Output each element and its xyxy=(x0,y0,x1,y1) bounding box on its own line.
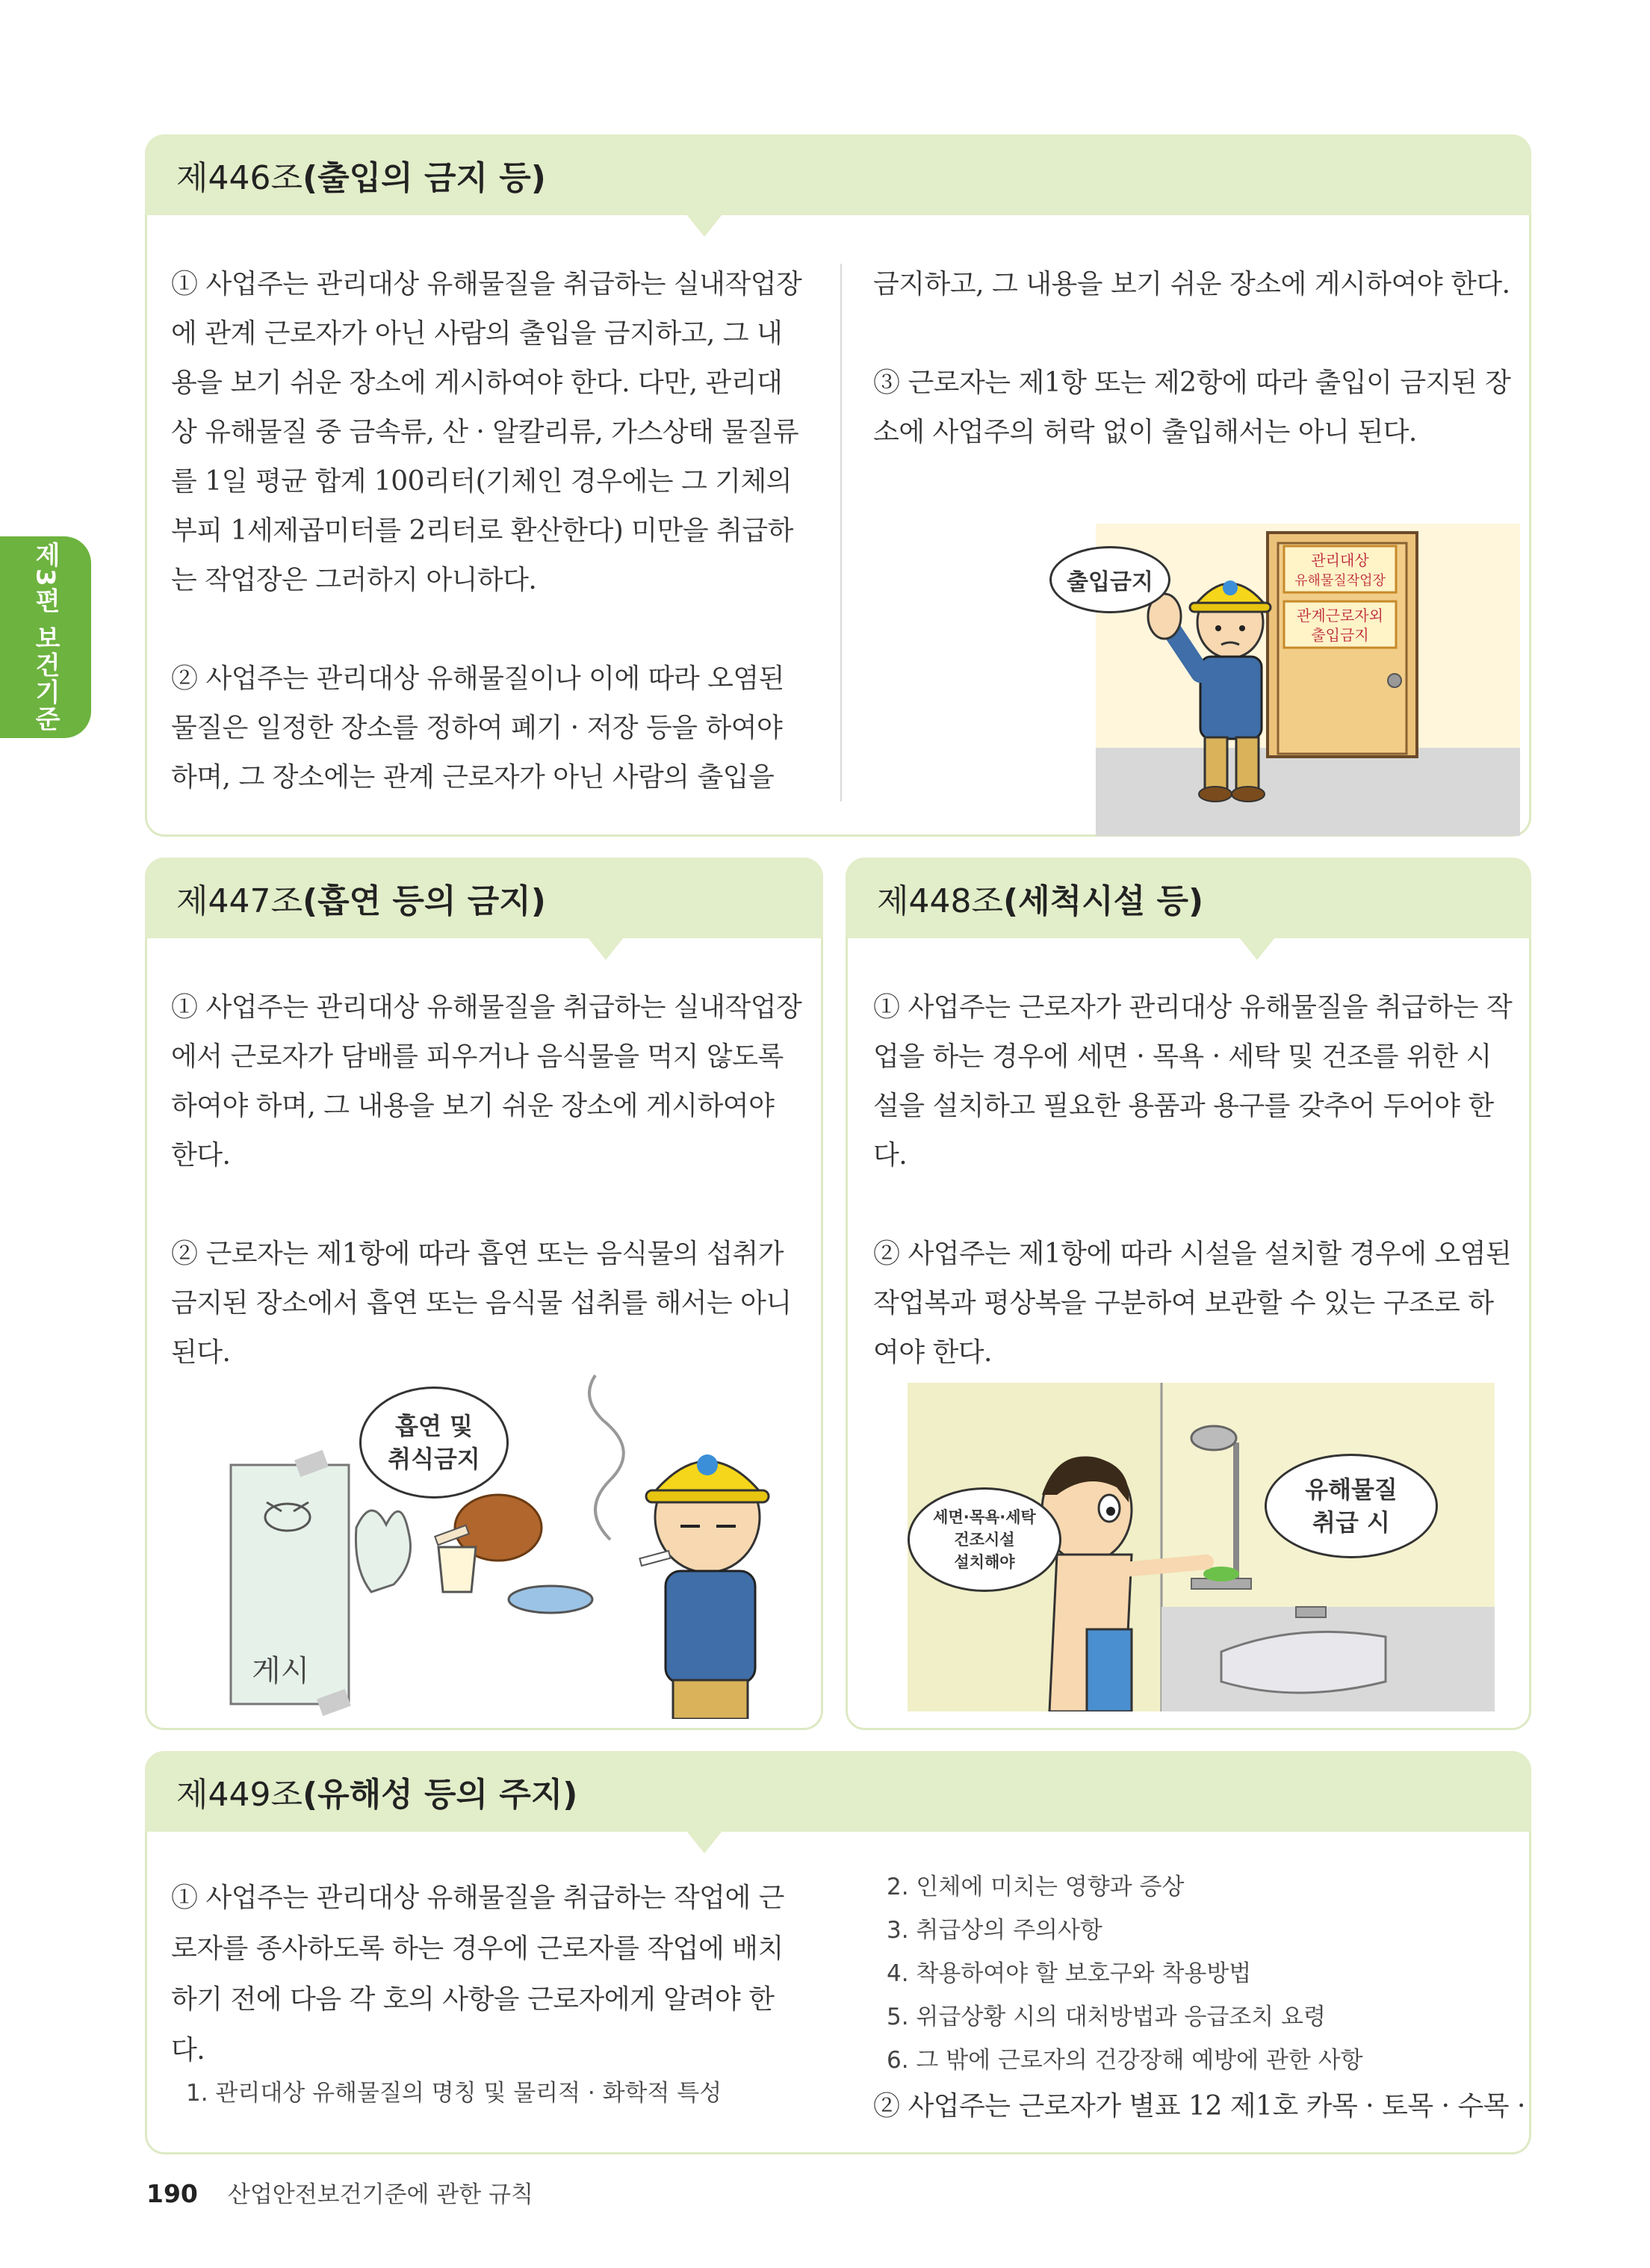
article-449-para-2-block xyxy=(873,2082,1525,2131)
washing-bubble-left-line-1: 세면·목욕·세탁 xyxy=(933,1508,1036,1526)
article-449-para-2: ② 사업주는 근로자가 별표 12 제1호 카목 · 토목 · 수목 · xyxy=(873,2091,1525,2122)
article-448-para-2: ② 사업주는 제1항에 따라 시설을 설치할 경우에 오염된 작업복과 평상복을 구분하여 보관할 수 있는 구조로 하여야 한다. xyxy=(873,1239,1512,1368)
no-smoking-bubble-line-1: 흡연 및 xyxy=(395,1412,473,1440)
page-number: 190 xyxy=(146,2179,198,2208)
list-item: 4. 착용하여야 할 보호구와 착용방법 xyxy=(887,1960,1252,1987)
article-447-para-2: ② 근로자는 제1항에 따라 흡연 또는 음식물의 섭취가 금지된 장소에서 흡연 또는 음식물 섭취를 해서는 아니 된다. xyxy=(171,1239,792,1368)
sign-text-2b: 출입금지 xyxy=(1311,626,1369,644)
article-449-item-list xyxy=(887,1865,1363,2082)
article-446-para-2b: 금지하고, 그 내용을 보기 쉬운 장소에 게시하여야 한다. xyxy=(873,269,1510,300)
article-446-para-3: ③ 근로자는 제1항 또는 제2항에 따라 출입이 금지된 장소에 사업주의 허락 없이 출입해서는 아니 된다. xyxy=(873,368,1511,447)
no-smoking-illustration xyxy=(222,1368,804,1719)
article-449-para-1: ① 사업주는 관리대상 유해물질을 취급하는 작업에 근로자를 종사하도록 하는 경우에 근로자를 작업에 배치하기 전에 다음 각 호의 사항을 근로자에게 알려야 한다. xyxy=(171,1883,784,2066)
washing-bubble-right xyxy=(1265,1454,1438,1558)
no-smoking-bubble xyxy=(359,1386,509,1499)
article-449-item-1-block xyxy=(186,2072,722,2115)
list-item: 5. 위급상황 시의 대처방법과 응급조치 요령 xyxy=(887,2004,1326,2030)
article-447-card xyxy=(145,858,823,1730)
article-446-number: 제446조 xyxy=(176,159,303,197)
header-notch xyxy=(588,938,624,960)
article-447-para-1: ① 사업주는 관리대상 유해물질을 취급하는 실내작업장에서 근로자가 담배를 피우거나 음식물을 먹지 않도록 하여야 하며, 그 내용을 보기 쉬운 장소에 게시하여야 한다. xyxy=(171,992,802,1171)
sign-text-1b: 유해물질작업장 xyxy=(1294,573,1386,589)
article-448-card xyxy=(846,858,1531,1730)
article-449-number: 제449조 xyxy=(176,1776,303,1814)
article-449-title: (유해성 등의 주지) xyxy=(303,1776,578,1814)
article-449-card xyxy=(145,1751,1531,2154)
list-item: 6. 그 밖에 근로자의 건강장해 예방에 관한 사항 xyxy=(887,2047,1363,2074)
article-446-card xyxy=(145,134,1531,837)
no-smoking-board-label xyxy=(252,1647,309,1690)
section-tab-label: 제3편 보건기준 xyxy=(30,542,61,733)
article-446-left-column xyxy=(171,260,806,802)
article-449-left-column xyxy=(171,1873,806,2076)
article-449-header xyxy=(145,1751,1531,1832)
sign-text-2a: 관계근로자외 xyxy=(1297,607,1383,625)
article-447-title: (흡연 등의 금지) xyxy=(303,882,546,920)
washing-bubble-left xyxy=(908,1487,1061,1592)
article-448-para-1: ① 사업주는 근로자가 관리대상 유해물질을 취급하는 작업을 하는 경우에 세면 · 목욕 · 세탁 및 건조를 위한 시설을 설치하고 필요한 용품과 용구를 갖추어 두어야 한다. xyxy=(873,992,1513,1171)
article-448-number: 제448조 xyxy=(877,882,1003,920)
washing-bubble-right-line-1: 유해물질 xyxy=(1305,1475,1398,1504)
article-447-number: 제447조 xyxy=(176,882,303,920)
sign-text-1a: 관리대상 xyxy=(1311,551,1369,569)
header-notch xyxy=(686,214,722,237)
article-448-text xyxy=(873,983,1514,1378)
no-entry-bubble xyxy=(1049,546,1170,613)
book-title: 산업안전보건기준에 관한 규칙 xyxy=(227,2181,533,2208)
article-446-para-2a: ② 사업주는 관리대상 유해물질이나 이에 따라 오염된 물질은 일정한 장소를 정하여 폐기 · 저장 등을 하여야 하며, 그 장소에는 관계 근로자가 아닌 사람의 출입을 xyxy=(171,663,784,793)
list-item: 3. 취급상의 주의사항 xyxy=(887,1917,1102,1944)
page-footer xyxy=(146,2175,533,2209)
article-447-header xyxy=(145,858,823,938)
washing-bubble-left-line-3: 설치해야 xyxy=(954,1553,1015,1571)
article-446-header xyxy=(145,134,1531,215)
washing-bubble-right-line-2: 취급 시 xyxy=(1312,1508,1390,1537)
no-entry-bubble-text: 출입금지 xyxy=(1067,569,1153,595)
board-text: 게시 xyxy=(252,1654,310,1688)
article-448-header xyxy=(846,858,1531,938)
no-smoking-bubble-line-2: 취식금지 xyxy=(388,1445,480,1473)
section-tab xyxy=(0,536,91,738)
article-448-title: (세척시설 등) xyxy=(1003,882,1204,920)
article-446-title: (출입의 금지 등) xyxy=(303,159,546,197)
column-divider xyxy=(840,264,842,802)
list-item: 1. 관리대상 유해물질의 명칭 및 물리적 · 화학적 특성 xyxy=(186,2080,722,2107)
header-notch xyxy=(1239,938,1275,960)
washing-bubble-left-line-2: 건조시설 xyxy=(954,1531,1015,1549)
header-notch xyxy=(686,1831,722,1853)
article-446-para-1: ① 사업주는 관리대상 유해물질을 취급하는 실내작업장에 관계 근로자가 아닌 사람의 출입을 금지하고, 그 내용을 보기 쉬운 장소에 게시하여야 한다. 다만, 관리대상 유해물질 중 금속류, 산 · 알칼리류, 가스상태 물질류를 1일 평균 합계 100리터(기체인 경우에는 그 기체의 부피 1세제곱미터를 2리터로 환산한다) 미만을 취급하는 작업장은 그러하지 아니하다. xyxy=(171,269,802,595)
article-447-text xyxy=(171,983,806,1378)
article-446-right-column xyxy=(873,260,1516,457)
list-item: 2. 인체에 미치는 영향과 증상 xyxy=(887,1874,1185,1900)
